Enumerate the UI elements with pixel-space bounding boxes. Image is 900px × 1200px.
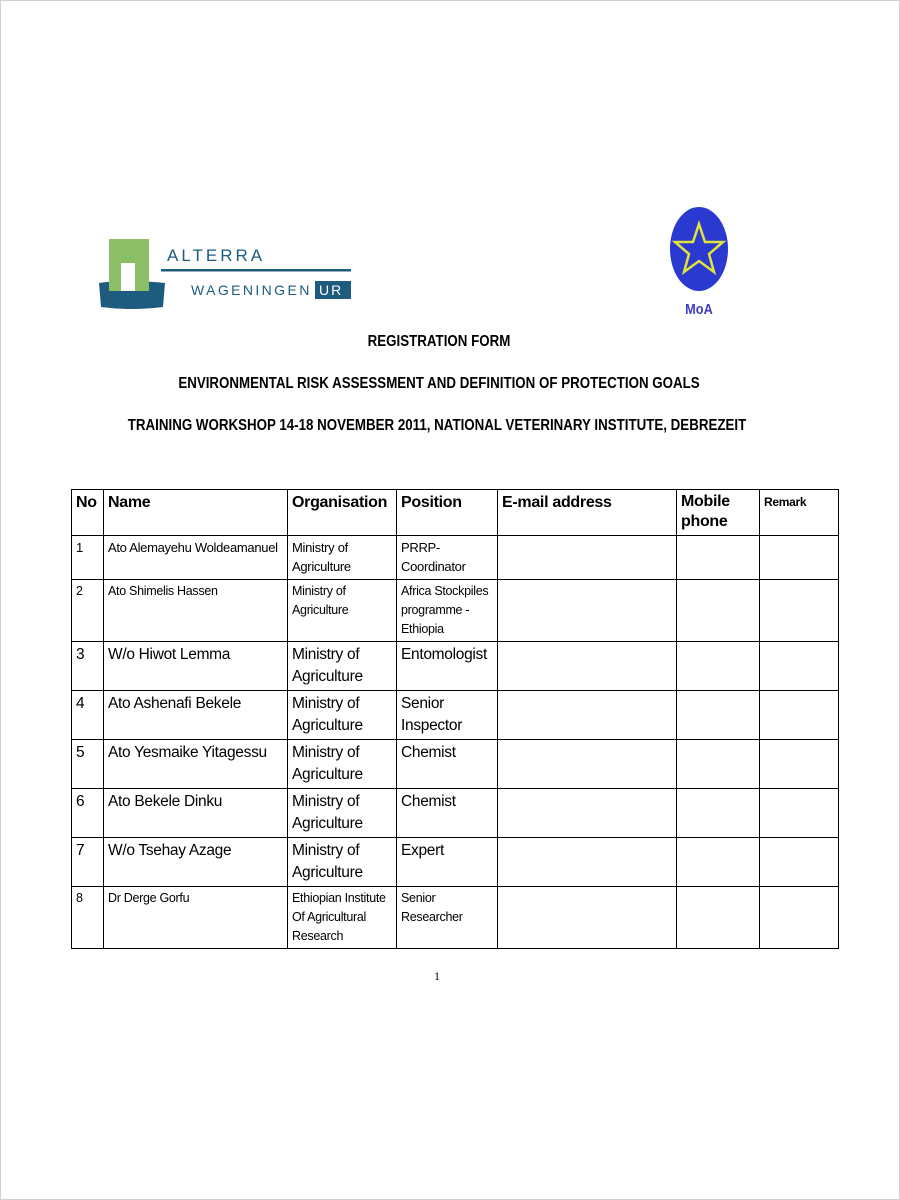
cell-org: Ministry of Agriculture — [288, 580, 397, 642]
table-row — [72, 580, 839, 642]
cell-position: Senior Researcher — [397, 887, 498, 949]
workshop-details: TRAINING WORKSHOP 14-18 NOVEMBER 2011, NATIONAL VETERINARY INSTITUTE, DEBREZEIT — [127, 417, 747, 434]
cell-no: 8 — [72, 887, 104, 949]
cell-no: 2 — [72, 580, 104, 642]
cell-org: Ministry of Agriculture — [288, 838, 397, 887]
svg-text:ALTERRA: ALTERRA — [167, 246, 266, 265]
cell-mobile — [677, 642, 760, 691]
header-mobile: Mobile phone — [677, 490, 760, 536]
table-row — [72, 691, 839, 740]
cell-remark — [760, 740, 839, 789]
table-row — [72, 789, 839, 838]
moa-label: MoA — [685, 301, 713, 318]
cell-remark — [760, 691, 839, 740]
cell-position: Senior Inspector — [397, 691, 498, 740]
cell-name: Ato Alemayehu Woldeamanuel — [104, 536, 288, 580]
cell-no: 6 — [72, 789, 104, 838]
svg-text:UR: UR — [319, 282, 344, 298]
cell-email — [498, 642, 677, 691]
cell-org: Ministry of Agriculture — [288, 536, 397, 580]
ethiopian-emblem-icon — [669, 206, 729, 292]
cell-name: W/o Hiwot Lemma — [104, 642, 288, 691]
cell-mobile — [677, 789, 760, 838]
header-name: Name — [104, 490, 288, 536]
table-row — [72, 887, 839, 949]
cell-no: 7 — [72, 838, 104, 887]
page-number: 1 — [434, 969, 440, 983]
cell-no: 3 — [72, 642, 104, 691]
svg-text:WAGENINGEN: WAGENINGEN — [191, 282, 312, 298]
cell-no: 1 — [72, 536, 104, 580]
table-row — [72, 838, 839, 887]
cell-name: Ato Bekele Dinku — [104, 789, 288, 838]
workshop-subtitle: ENVIRONMENTAL RISK ASSESSMENT AND DEFINITION OF PROTECTION GOALS — [178, 375, 700, 392]
cell-remark — [760, 789, 839, 838]
form-title: REGISTRATION FORM — [367, 333, 511, 350]
cell-position: Entomologist — [397, 642, 498, 691]
cell-remark — [760, 838, 839, 887]
cell-name: Ato Ashenafi Bekele — [104, 691, 288, 740]
cell-mobile — [677, 740, 760, 789]
cell-org: Ministry of Agriculture — [288, 691, 397, 740]
cell-org: Ministry of Agriculture — [288, 740, 397, 789]
cell-remark — [760, 642, 839, 691]
cell-email — [498, 691, 677, 740]
cell-remark — [760, 536, 839, 580]
cell-name: Ato Shimelis Hassen — [104, 580, 288, 642]
table-row — [72, 740, 839, 789]
table-header-row — [72, 490, 839, 536]
cell-email — [498, 789, 677, 838]
cell-email — [498, 580, 677, 642]
cell-no: 4 — [72, 691, 104, 740]
table-row — [72, 536, 839, 580]
cell-position: Chemist — [397, 740, 498, 789]
cell-mobile — [677, 691, 760, 740]
cell-name: Ato Yesmaike Yitagessu — [104, 740, 288, 789]
table-row — [72, 642, 839, 691]
cell-mobile — [677, 838, 760, 887]
cell-email — [498, 740, 677, 789]
cell-mobile — [677, 887, 760, 949]
cell-remark — [760, 580, 839, 642]
cell-position: PRRP-Coordinator — [397, 536, 498, 580]
cell-org: Ministry of Agriculture — [288, 642, 397, 691]
header-no: No — [72, 490, 104, 536]
cell-remark — [760, 887, 839, 949]
cell-org: Ministry of Agriculture — [288, 789, 397, 838]
cell-email — [498, 887, 677, 949]
registration-table — [71, 489, 839, 949]
cell-mobile — [677, 580, 760, 642]
cell-position: Expert — [397, 838, 498, 887]
cell-name: Dr Derge Gorfu — [104, 887, 288, 949]
alterra-wageningen-logo — [97, 237, 357, 313]
header-position: Position — [397, 490, 498, 536]
cell-position: Africa Stockpiles programme - Ethiopia — [397, 580, 498, 642]
cell-email — [498, 536, 677, 580]
header-remark: Remark — [760, 490, 839, 536]
cell-position: Chemist — [397, 789, 498, 838]
cell-name: W/o Tsehay Azage — [104, 838, 288, 887]
cell-no: 5 — [72, 740, 104, 789]
cell-mobile — [677, 536, 760, 580]
header-email: E-mail address — [498, 490, 677, 536]
header-organisation: Organisation — [288, 490, 397, 536]
cell-org: Ethiopian Institute Of Agricultural Research — [288, 887, 397, 949]
cell-email — [498, 838, 677, 887]
moa-logo — [667, 206, 731, 321]
